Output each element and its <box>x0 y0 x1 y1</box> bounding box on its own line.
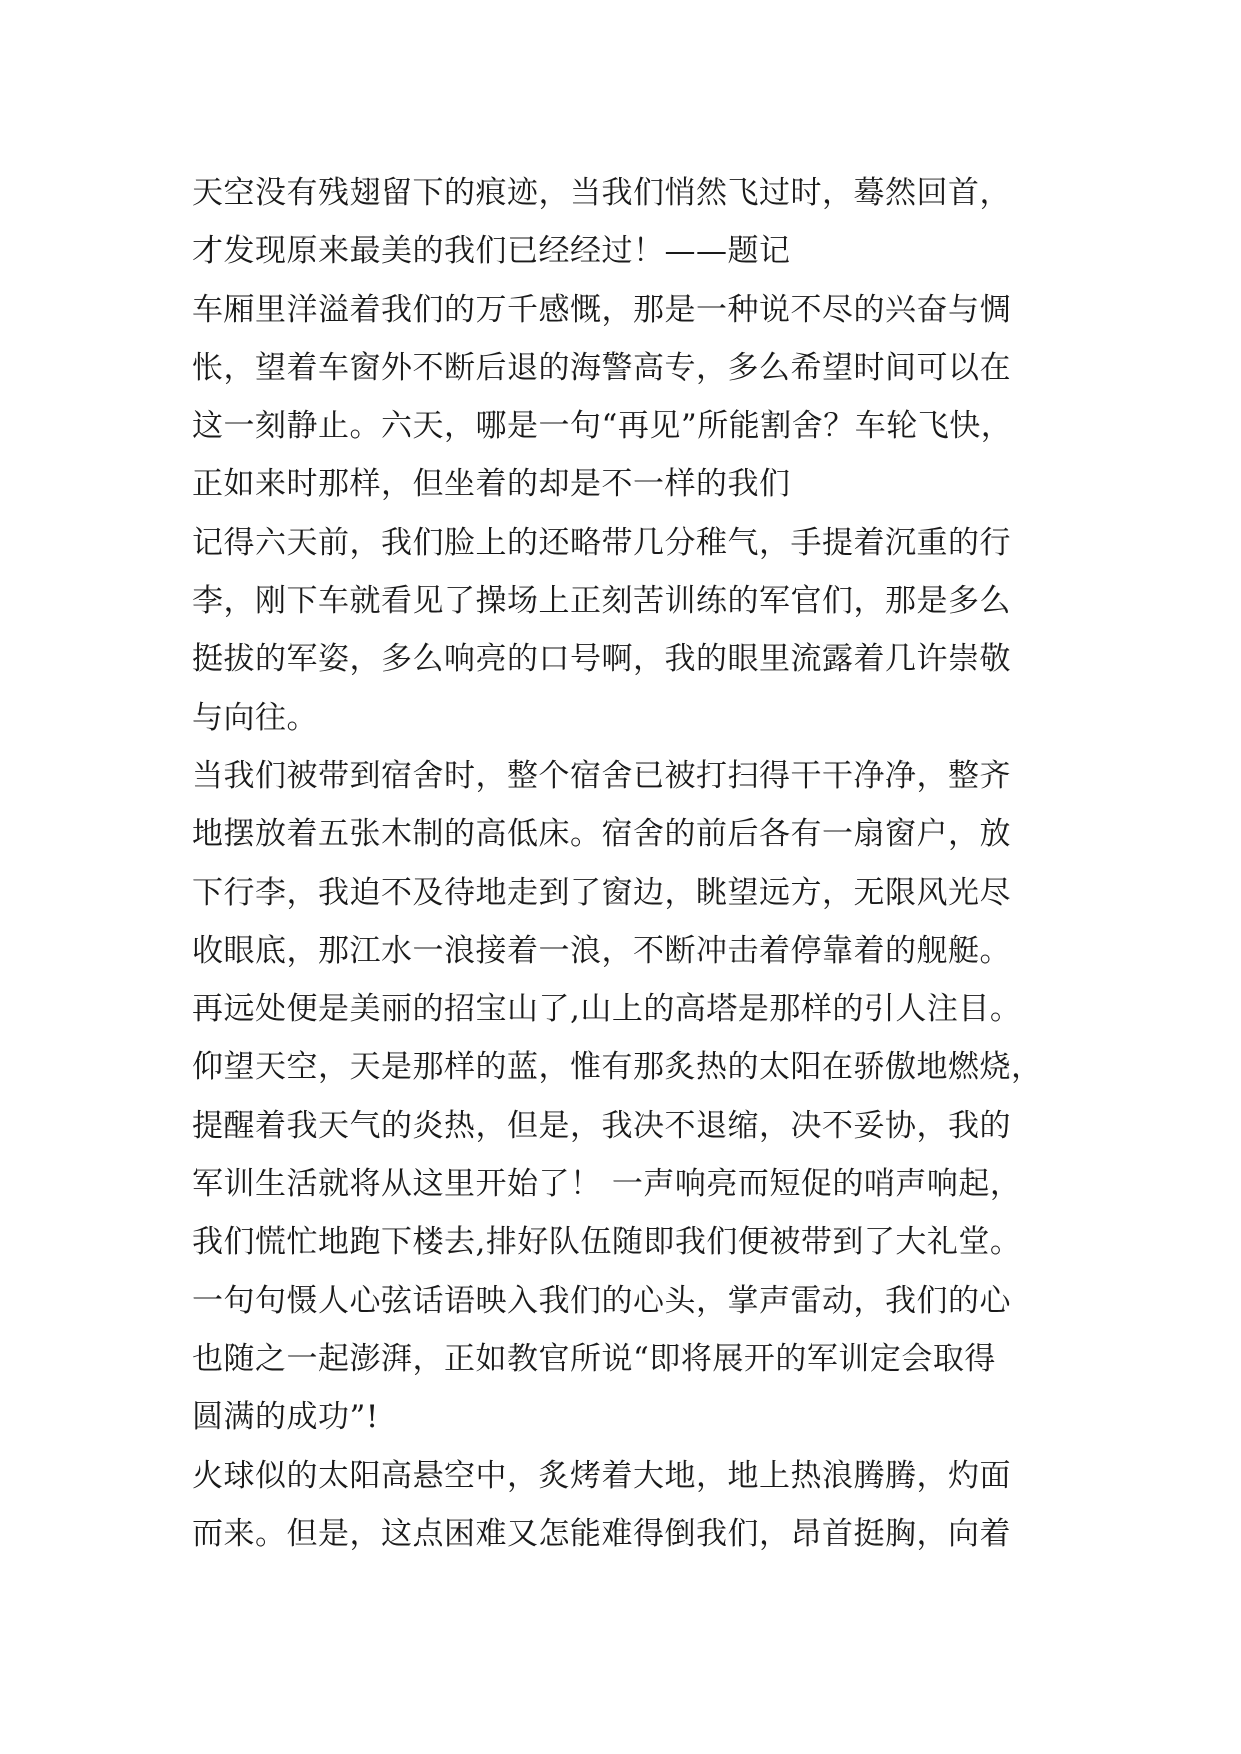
text-line: 车厢里洋溢着我们的万千感慨，那是一种说不尽的兴奋与惆 <box>192 291 1011 328</box>
text-line: 而来。但是，这点困难又怎能难得倒我们，昂首挺胸，向着 <box>192 1515 1011 1552</box>
text-line: 圆满的成功”! <box>192 1399 379 1436</box>
text-line: 仰望天空，天是那样的蓝，惟有那炙热的太阳在骄傲地燃烧， <box>192 1049 1043 1086</box>
text-line: 收眼底，那江水一浪接着一浪，不断冲击着停靠着的舰艇。 <box>192 932 1011 969</box>
text-line: 当我们被带到宿舍时，整个宿舍已被打扫得干干净净，整齐 <box>192 757 1011 794</box>
text-line: 记得六天前，我们脸上的还略带几分稚气，手提着沉重的行 <box>192 524 1011 561</box>
text-line: 火球似的太阳高悬空中，炙烤着大地，地上热浪腾腾，灼面 <box>192 1457 1011 1494</box>
text-line: 再远处便是美丽的招宝山了,山上的高塔是那样的引人注目。 <box>192 991 1022 1028</box>
document-body <box>192 164 1072 1563</box>
text-line: 地摆放着五张木制的高低床。宿舍的前后各有一扇窗户，放 <box>192 816 1011 853</box>
text-line: 天空没有残翅留下的痕迹，当我们悄然飞过时，蓦然回首， <box>192 175 1011 211</box>
text-line: 军训生活就将从这里开始了！ 一声响亮而短促的哨声响起， <box>192 1166 1022 1203</box>
text-line: 这一刻静止。六天，哪是一句“再见”所能割舍？车轮飞快， <box>192 408 1013 445</box>
text-line: 一句句慑人心弦话语映入我们的心头，掌声雷动，我们的心 <box>192 1282 1011 1319</box>
text-line: 正如来时那样，但坐着的却是不一样的我们 <box>192 466 791 503</box>
text-line: 挺拔的军姿，多么响亮的口号啊，我的眼里流露着几许崇敬 <box>192 641 1011 678</box>
text-line: 怅，望着车窗外不断后退的海警高专，多么希望时间可以在 <box>192 349 1011 386</box>
text-line: 我们慌忙地跑下楼去,排好队伍随即我们便被带到了大礼堂。 <box>192 1224 1022 1261</box>
text-line: 李，刚下车就看见了操场上正刻苦训练的军官们，那是多么 <box>192 583 1011 620</box>
text-line: 下行李，我迫不及待地走到了窗边，眺望远方，无限风光尽 <box>192 874 1011 911</box>
text-line: 与向往。 <box>192 699 318 736</box>
text-line: 才发现原来最美的我们已经经过！——题记 <box>192 233 791 270</box>
text-line: 也随之一起澎湃，正如教官所说“即将展开的军训定会取得 <box>192 1340 996 1377</box>
text-line: 提醒着我天气的炎热，但是，我决不退缩，决不妥协，我的 <box>192 1107 1011 1144</box>
